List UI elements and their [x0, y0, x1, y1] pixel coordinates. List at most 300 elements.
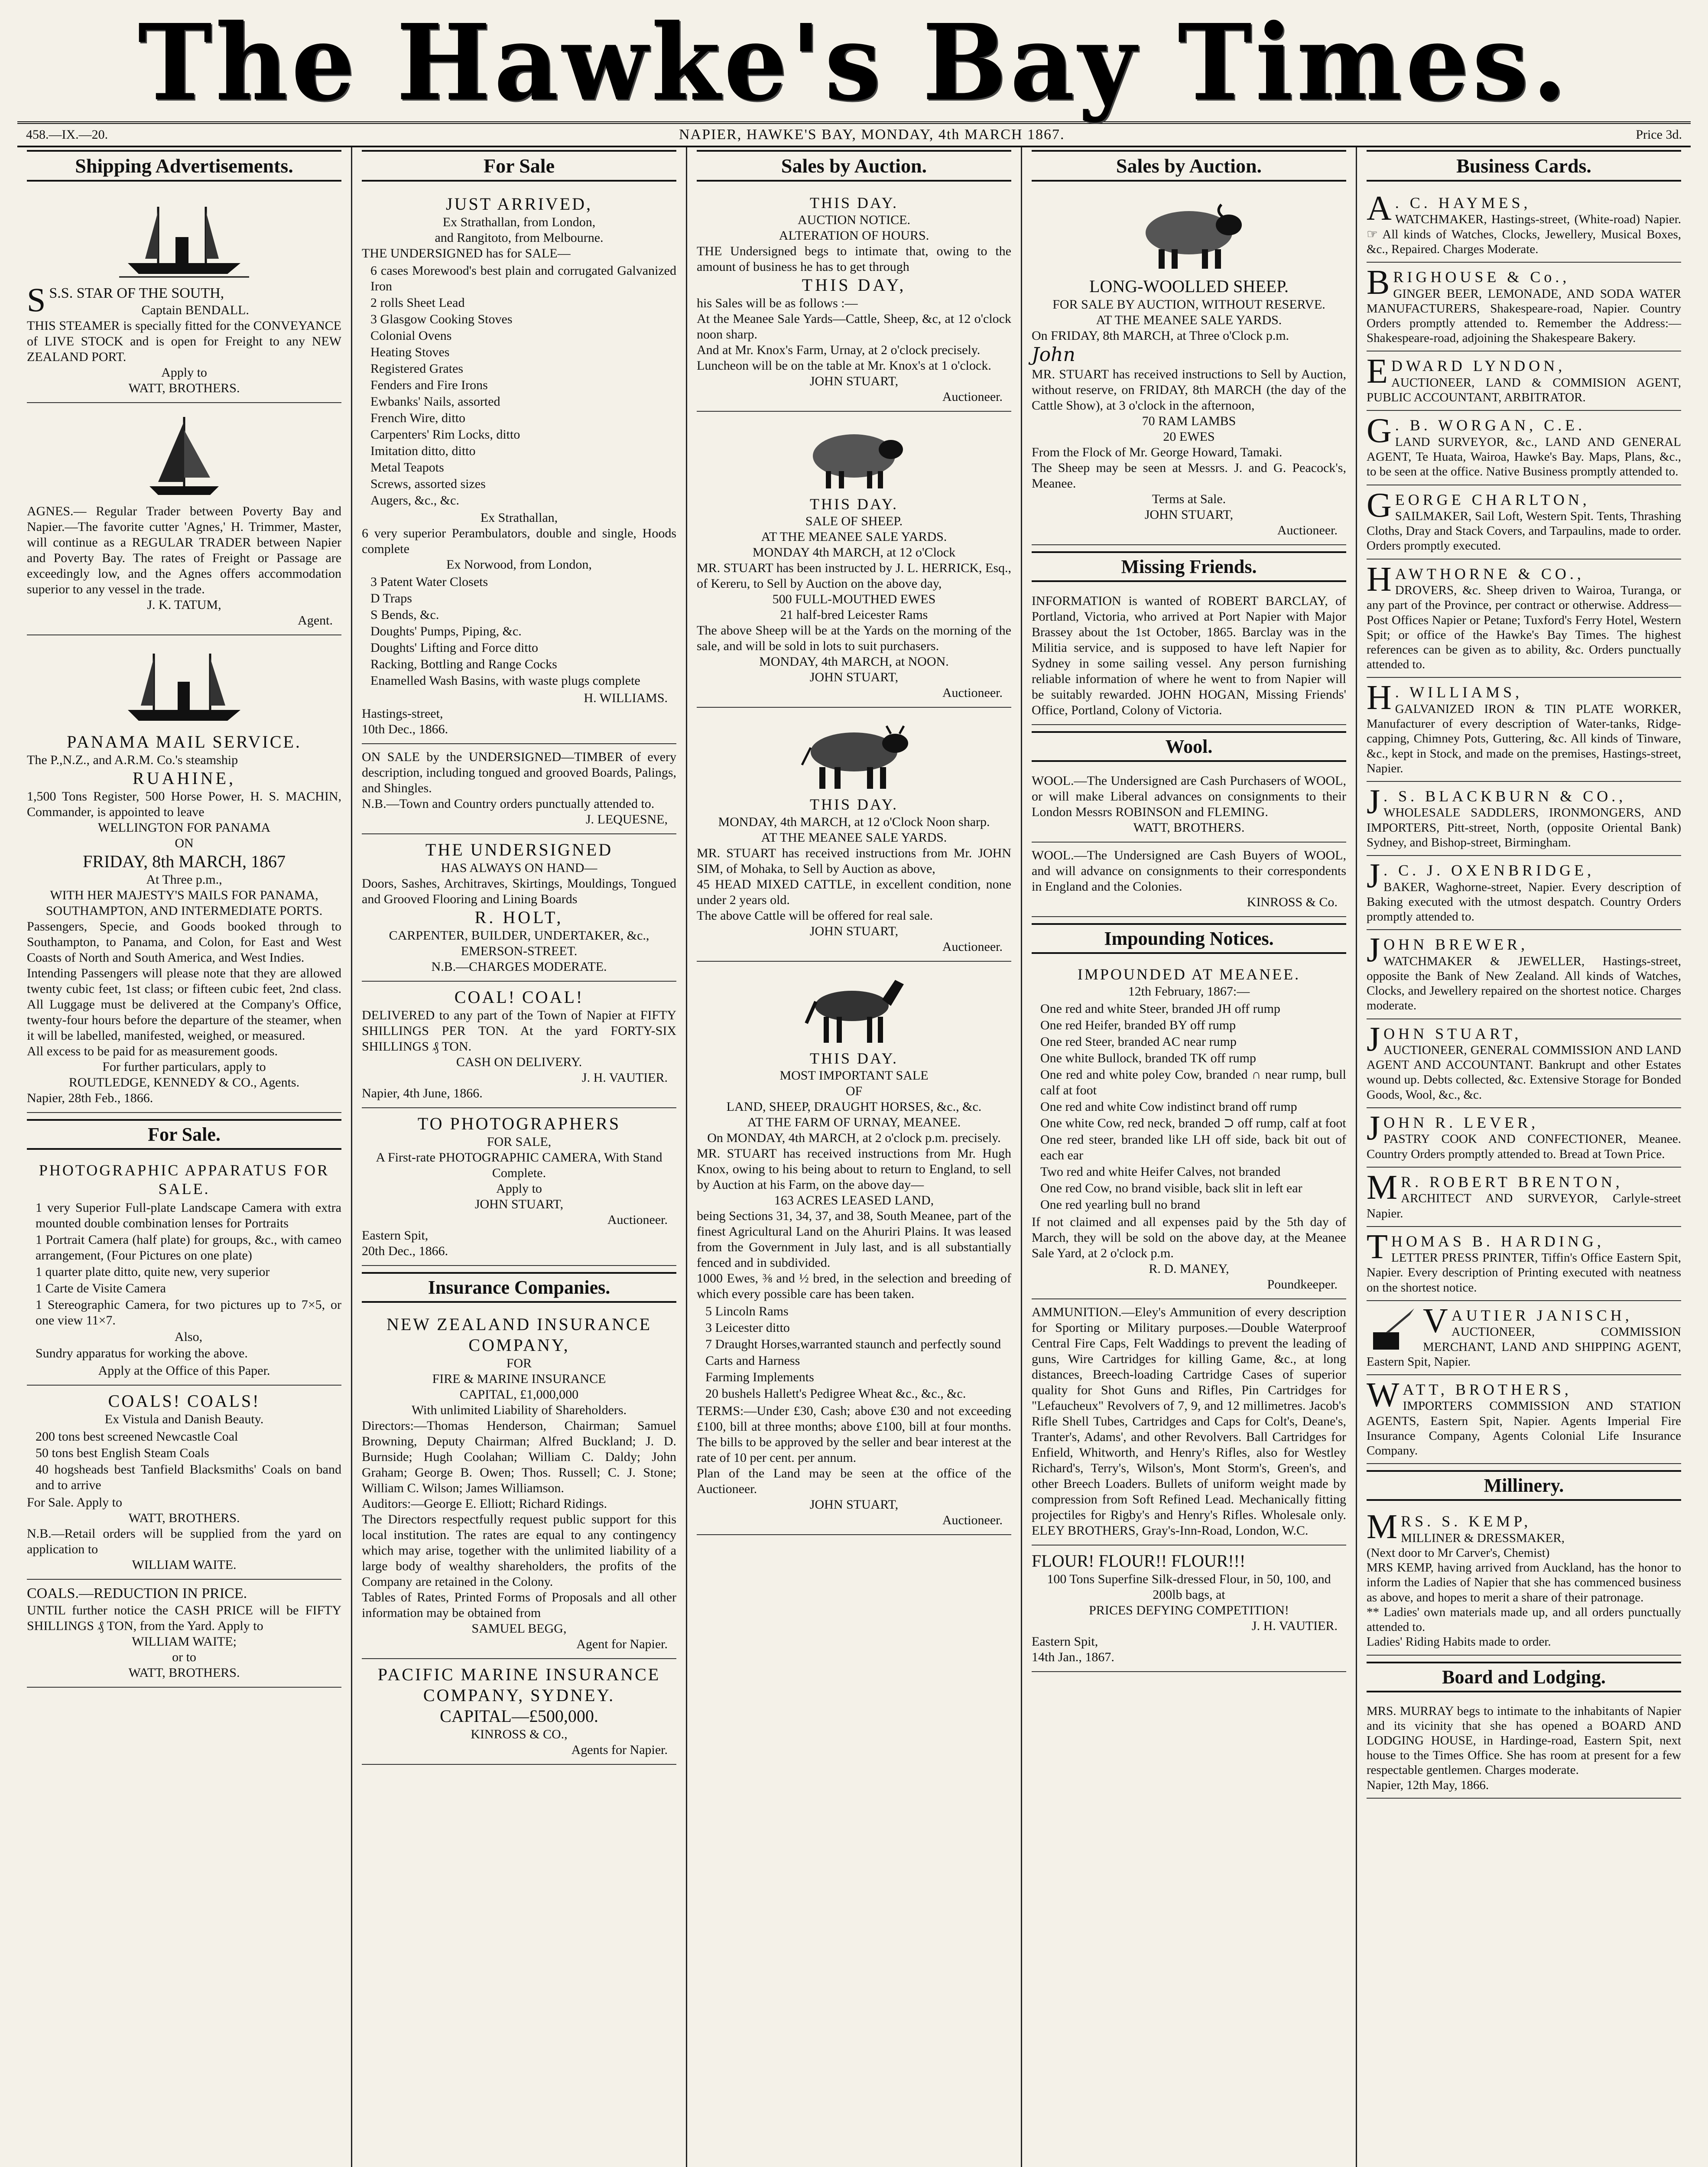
cattle-icon — [793, 717, 915, 791]
a2-item2: 21 half-bred Leicester Rams — [780, 608, 928, 622]
a3-title: THIS DAY. — [809, 796, 899, 813]
a1-p3: And at Mr. Knox's Farm, Urnay, at 2 o'clock precisely. — [697, 343, 981, 358]
business-card — [1367, 1375, 1681, 1464]
drop-cap: E — [1367, 352, 1388, 391]
a1-sig: JOHN STUART, — [809, 374, 899, 389]
list-item: Ewbanks' Nails, assorted — [370, 394, 500, 409]
panama-time: At Three p.m., — [146, 872, 222, 887]
section-header-millinery: Millinery. — [1367, 1470, 1681, 1501]
price: Price 3d. — [1636, 127, 1682, 142]
drop-cap: V — [1423, 1302, 1448, 1340]
a4-place: AT THE FARM OF URNAY, MEANEE. — [747, 1115, 961, 1129]
business-card — [1367, 930, 1681, 1019]
photographers-addr: Eastern Spit, — [362, 1228, 429, 1243]
a4-sig: JOHN STUART, — [809, 1497, 899, 1512]
ad-urnay-farm-sale — [697, 962, 1011, 1535]
section-header-missing-friends: Missing Friends. — [1032, 551, 1346, 582]
arrived-items — [362, 263, 676, 508]
panama-date: FRIDAY, 8th MARCH, 1867 — [83, 851, 286, 871]
photographers-apply: Apply to — [496, 1181, 542, 1196]
column-header: For Sale — [362, 150, 676, 182]
list-item: One red and white poley Cow, branded ∩ near rump, bull calf at foot — [1040, 1067, 1346, 1097]
holt-trade: CARPENTER, BUILDER, UNDERTAKER, &c., — [389, 928, 649, 943]
list-item: Metal Teapots — [370, 460, 444, 475]
arrived-title: JUST ARRIVED, — [446, 194, 592, 214]
arrived-sig: H. WILLIAMS. — [584, 691, 668, 705]
a4-terms: TERMS:—Under £30, Cash; above £30 and not exceeding £100, bill at three months; above £100, bill at four months. The bills to be approved by the seller and bear interest at the rate of 10 per cent. per annum. — [697, 1403, 1011, 1465]
list-item: 200 tons best screened Newcastle Coal — [36, 1429, 238, 1444]
flour-sig: J. H. VAUTIER. — [1251, 1618, 1338, 1633]
panama-p4: For further particulars, apply to — [102, 1059, 266, 1074]
list-item: One red Cow, no brand visible, back slit in left ear — [1040, 1181, 1302, 1195]
wool-place: AT THE MEANEE SALE YARDS. — [1096, 313, 1282, 327]
card-name: AWTHORNE & CO., — [1395, 565, 1585, 582]
card-name: ATT, BROTHERS, — [1403, 1380, 1572, 1398]
list-item: Imitation ditto, ditto — [370, 444, 476, 458]
mail-steamship-icon — [119, 645, 249, 727]
list-item: One red Heifer, branded BY off rump — [1040, 1018, 1236, 1032]
list-item: One white Bullock, branded TK off rump — [1040, 1051, 1256, 1065]
a1-sub2: ALTERATION OF HOURS. — [779, 228, 929, 243]
panama-title: PANAMA MAIL SERVICE. — [67, 732, 302, 752]
a4-land: 163 ACRES LEASED LAND, — [774, 1193, 934, 1207]
arrived-ex4: Ex Norwood, from London, — [446, 557, 592, 572]
business-card — [1367, 189, 1681, 263]
ad-photographic-apparatus — [27, 1156, 341, 1386]
business-card — [1367, 1108, 1681, 1168]
list-item: 1 Portrait Camera (half plate) for groups, &c., with cameo arrangement, (Four Pictures on one plate) — [36, 1233, 341, 1263]
a3-role: Auctioneer. — [942, 939, 1003, 954]
business-card — [1367, 263, 1681, 351]
photographers-agent: JOHN STUART, — [474, 1197, 564, 1211]
list-item: One red Steer, branded AC near rump — [1040, 1034, 1237, 1049]
nz-capital: CAPITAL, £1,000,000 — [459, 1387, 579, 1402]
masthead-title: The Hawke's Bay Times. — [138, 1, 1570, 124]
a4-of: OF — [845, 1084, 863, 1098]
star-apply: Apply to — [161, 365, 207, 380]
list-item: 6 cases Morewood's best plain and corrugated Galvanized Iron — [370, 264, 676, 293]
timber-sig: J. LEQUESNE, — [585, 812, 668, 826]
a4-title: THIS DAY. — [809, 1049, 899, 1067]
card-body: DROVERS, &c. Sheep driven to Wairoa, Turanga, or any part of the Province, per contract or otherwise. Address—Post Offices Napier or Petane; Tuxford's Ferry Hotel, Western Spit; or office of the Hawke's Bay Times. The highest references can be given as to ability, &c. Orders punctually attended to. — [1367, 583, 1681, 672]
card-name: . C. J. OXENBRIDGE, — [1383, 862, 1595, 879]
ad-mixed-cattle — [697, 708, 1011, 961]
a4-p1: being Sections 31, 34, 37, and 38, South Meanee, part of the finest Agricultural Land on the Ahuriri Plains. It was leased from the Government in July last, and is all substantially fenced and in subdivided. — [697, 1208, 1011, 1270]
photographers-role: Auctioneer. — [607, 1213, 668, 1227]
ad-long-woolled-sheep — [1032, 189, 1346, 545]
column-shipping — [17, 147, 352, 2167]
photo-apply: Apply at the Office of this Paper. — [98, 1363, 270, 1378]
card-name: OHN R. LEVER, — [1383, 1113, 1539, 1131]
star-body: THIS STEAMER is specially fitted for the CONVEYANCE of LIVE STOCK and is open for Freight to any NEW ZEALAND PORT. — [27, 318, 341, 364]
ammo-body: AMMUNITION.—Eley's Ammunition of every description for Sporting or Military purposes.—Double Waterproof Central Fire Caps, Felt Waddings to prevent the leading of guns, Wire Cartridges for killing Game, &c., at long distances, Breech-loading Cartridge Cases of superior quality for Shot Guns and Rifles, Pin Cartridges for "Lefaucheux" Revolvers of 7, 9, and 12 millimetres. Jacob's Rifle Shell Tubes, Cartridges and Caps for Colt's, Deane's, Tranter's, Adams', and other Revolvers. Ball Cartridges for Enfield, Whitworth, and Henry's Rifles, also for Westley Richard's, Terry's, Wilson's, Mont Storm's, Green's, and other Breech Loaders. Bullets of uniform weight made by compression from Soft Refined Lead. Mechanically fitting projectiles for Rigby's and Henry's Rifles. Wholesale only. ELEY BROTHERS, Gray's-Inn-Road, London, W.C. — [1032, 1305, 1346, 1538]
card-body: ARCHITECT AND SURVEYOR, Carlyle-street Napier. — [1367, 1191, 1681, 1220]
drop-cap: J — [1367, 1020, 1380, 1058]
card-name: HOMAS B. HARDING, — [1391, 1232, 1604, 1250]
nz-title: NEW ZEALAND INSURANCE COMPANY, — [386, 1315, 652, 1355]
ad-mrs-murray — [1367, 1698, 1681, 1799]
panama-on: ON — [175, 836, 194, 850]
coal-date: Napier, 4th June, 1866. — [362, 1086, 483, 1100]
card-name: DWARD LYNDON, — [1391, 357, 1566, 375]
column-header: Sales by Auction. — [697, 150, 1011, 182]
handwritten-annotation: John — [1032, 344, 1075, 366]
list-item: Carts and Harness — [705, 1353, 800, 1368]
photographers-sub: FOR SALE, — [487, 1135, 552, 1149]
nz-kind: FIRE & MARINE INSURANCE — [432, 1372, 606, 1386]
coals-items — [27, 1429, 341, 1493]
panama-line2: 1,500 Tons Register, 500 Horse Power, H. S. MACHIN, Commander, is appointed to leave — [27, 789, 341, 819]
list-item: 1 very Superior Full-plate Landscape Camera with extra mounted double combination lenses for Portraits — [36, 1201, 341, 1231]
card-name: RIGHOUSE & Co., — [1393, 268, 1570, 286]
card-body: AUCTIONEER, COMMISSION MERCHANT, LAND AND SHIPPING AGENT, Eastern Spit, Napier. — [1367, 1325, 1681, 1369]
holt-nb: N.B.—CHARGES MODERATE. — [431, 960, 607, 974]
card-body: GALVANIZED IRON & TIN PLATE WORKER, Manufacturer of every description of Water-tanks, Ridge-capping, Chimney Pots, Guttering, &c. All kinds of Tinware, &c., kept in Stock, and made on the premises, Hastings-street, Napier. — [1367, 702, 1681, 775]
drop-cap: W — [1367, 1376, 1400, 1414]
a2-time2: MONDAY, 4th MARCH, at NOON. — [759, 654, 949, 669]
a1-p2: At the Meanee Sale Yards—Cattle, Sheep, &c, at 12 o'clock noon sharp. — [697, 312, 1011, 342]
a1-day: THIS DAY, — [802, 275, 906, 295]
wool-p1: From the Flock of Mr. George Howard, Tamaki. — [1032, 445, 1283, 459]
column-header: Sales by Auction. — [1032, 150, 1346, 182]
list-item: 3 Patent Water Closets — [370, 575, 488, 589]
holt-addr: EMERSON-STREET. — [461, 944, 578, 958]
a3-body: MR. STUART has received instructions from Mr. JOHN SIM, of Mohaka, to Sell by Auction as above, — [697, 846, 1011, 876]
wool-item1: 70 RAM LAMBS — [1142, 413, 1236, 428]
column-business-cards — [1357, 147, 1691, 2167]
card-body: WATCHMAKER & JEWELLER, Hastings-street, opposite the Bank of New Zealand. All kinds of Watches, Clocks, and Jewellery repaired on the shortest notice. Charges moderate. — [1367, 954, 1681, 1013]
agnes-agent: J. K. TATUM, — [147, 597, 221, 612]
agnes-agent-role: Agent. — [298, 613, 333, 628]
list-item: One red yearling bull no brand — [1040, 1197, 1201, 1212]
coal-title: COAL! COAL! — [454, 987, 584, 1007]
panama-p1: Passengers, Specie, and Goods booked through to Southampton, to Panama, and Colon, for East and West Coasts of North and South America, and West Indies. — [27, 919, 341, 965]
drop-cap: A — [1367, 189, 1392, 228]
nz-directors: Directors:—Thomas Henderson, Chairman; Samuel Browning, Deputy Chairman; Alfred Buckland; J. D. Burnside; Hugh Coolahan; William C. Daldy; John Graham; George B. Owen; Thos. Russell; C. J. Stone; William C. Wilson; James Williamson. — [362, 1419, 676, 1495]
kemp-body: MRS KEMP, having arrived from Auckland, has the honor to inform the Ladies of Napier that she has commenced business as above, and hopes to merit a share of their patronage. — [1367, 1561, 1681, 1604]
drop-cap: J — [1367, 931, 1380, 970]
card-name: . C. HAYMES, — [1395, 194, 1531, 211]
wool-time: On FRIDAY, 8th MARCH, at Three o'Clock p.m. — [1032, 329, 1289, 343]
ad-flour — [1032, 1546, 1346, 1672]
coals-nb-agent: WILLIAM WAITE. — [132, 1558, 237, 1572]
holt-body: Doors, Sashes, Architraves, Skirtings, Mouldings, Tongued and Grooved Flooring and Lining Boards — [362, 876, 676, 906]
coals-title: COALS! COALS! — [108, 1391, 260, 1411]
list-item: 3 Leicester ditto — [705, 1320, 790, 1335]
a4-time: On MONDAY, 4th MARCH, at 2 o'clock p.m. precisely. — [707, 1130, 1001, 1145]
list-item: Heating Stoves — [370, 345, 450, 359]
panama-date2: Napier, 28th Feb., 1866. — [27, 1090, 153, 1105]
ad-alteration-of-hours — [697, 189, 1011, 412]
ad-photographers — [362, 1108, 676, 1266]
ad-ammunition — [1032, 1299, 1346, 1546]
ad-just-arrived — [362, 189, 676, 744]
a1-p4: Luncheon will be on the table at Mr. Knox's at 1 o'clock. — [697, 358, 991, 373]
panama-mails: WITH HER MAJESTY'S MAILS FOR PANAMA, SOUTHAMPTON, AND INTERMEDIATE PORTS. — [45, 888, 323, 918]
column-header: Shipping Advertisements. — [27, 150, 341, 182]
wool1-body: WOOL.—The Undersigned are Cash Purchasers of WOOL, or will make Liberal advances on consignments to their London Messrs ROBINSON and FLEMING. — [1032, 773, 1346, 819]
business-card — [1367, 856, 1681, 930]
photographers-title: TO PHOTOGRAPHERS — [417, 1114, 621, 1133]
steamship-icon — [119, 198, 249, 280]
ad-panama-mail — [27, 635, 341, 1113]
list-item: One red and white Cow indistinct brand off rump — [1040, 1099, 1297, 1114]
impound-role: Poundkeeper. — [1267, 1277, 1338, 1292]
drop-cap: J — [1367, 782, 1380, 821]
wool-sub: FOR SALE BY AUCTION, WITHOUT RESERVE. — [1052, 297, 1325, 312]
coal-cash: CASH ON DELIVERY. — [456, 1055, 582, 1069]
list-item: 5 Lincoln Rams — [705, 1304, 789, 1318]
coal-body: DELIVERED to any part of the Town of Napier at FIFTY SHILLINGS PER TON. At the yard FORTY-SIX SHILLINGS ₰ TON. — [362, 1008, 676, 1054]
list-item: Farming Implements — [705, 1370, 814, 1384]
drop-cap: B — [1367, 264, 1390, 302]
a1-sub: AUCTION NOTICE. — [798, 213, 910, 228]
arrived-addr: Hastings-street, — [362, 706, 443, 721]
section-header-insurance: Insurance Companies. — [362, 1272, 676, 1303]
business-card — [1367, 411, 1681, 485]
a4-items: LAND, SHEEP, DRAUGHT HORSES, &c., &c. — [726, 1099, 982, 1114]
card-body: SAILMAKER, Sail Loft, Western Spit. Tents, Thrashing Cloths, Dray and Stack Covers, and Tarpaulins, made to order. Orders promptly executed. — [1367, 509, 1681, 553]
business-card — [1367, 678, 1681, 782]
coals-agent: WATT, BROTHERS. — [128, 1511, 240, 1526]
ad-holt — [362, 834, 676, 982]
holt-sub: HAS ALWAYS ON HAND— — [441, 861, 597, 875]
coals2-agent1: WILLIAM WAITE; — [132, 1634, 237, 1649]
a4-list — [697, 1304, 1011, 1402]
list-item: One white Cow, red neck, branded ⊃ off rump, calf at foot — [1040, 1116, 1346, 1130]
coals-nb: N.B.—Retail orders will be supplied from the yard on application to — [27, 1526, 341, 1557]
a2-role: Auctioneer. — [942, 686, 1003, 700]
ad-agnes — [27, 403, 341, 635]
flour-addr: Eastern Spit, — [1032, 1634, 1098, 1649]
card-name: R. ROBERT BRENTON, — [1401, 1173, 1623, 1191]
ad-wool-kinross — [1032, 843, 1346, 917]
card-body: LAND SURVEYOR, &c., LAND AND GENERAL AGENT, Te Huata, Wairoa, Hawke's Bay. Maps, Plans, &c., to be seen at the office. Native Business promptly attended to. — [1367, 435, 1681, 479]
impound-title: IMPOUNDED AT MEANEE. — [1077, 965, 1301, 983]
card-name: EORGE CHARLTON, — [1395, 491, 1590, 508]
pacific-capital: CAPITAL—£500,000. — [440, 1706, 598, 1726]
wool-sig: JOHN STUART, — [1144, 507, 1234, 522]
list-item: Racking, Bottling and Range Cocks — [370, 657, 557, 671]
a4-p2: 1000 Ewes, ⅜ and ½ bred, in the selection and breeding of which every possible care has been taken. — [697, 1271, 1011, 1301]
nz-role: Agent for Napier. — [576, 1637, 668, 1651]
list-item: Doughts' Lifting and Force ditto — [370, 641, 539, 655]
flour-title: FLOUR! FLOUR!! FLOUR!!! — [1032, 1551, 1246, 1571]
wool-role: Auctioneer. — [1277, 523, 1338, 537]
list-item: French Wire, ditto — [370, 411, 466, 425]
a3-time: MONDAY, 4th MARCH, at 12 o'Clock Noon sharp. — [718, 814, 990, 829]
card-body: AUCTIONEER, LAND & COMMISION AGENT, PUBLIC ACCOUNTANT, ARBITRATOR. — [1367, 375, 1681, 405]
card-name: AUTIER JANISCH, — [1451, 1306, 1633, 1324]
list-item: 20 bushels Hallett's Pedigree Wheat &c., &c., &c. — [705, 1386, 966, 1401]
issue-number: 458.—IX.—20. — [26, 127, 108, 142]
nz-for: FOR — [506, 1356, 532, 1370]
section-header-for-sale: For Sale. — [27, 1119, 341, 1150]
arrived-date: 10th Dec., 1866. — [362, 722, 448, 736]
ad-timber — [362, 744, 676, 834]
masthead — [17, 1, 1691, 124]
coals2-or: or to — [172, 1650, 196, 1664]
column-auctions-1 — [687, 147, 1022, 2167]
kemp-p2: Ladies' Riding Habits made to order. — [1367, 1635, 1551, 1649]
wool2-sig: KINROSS & Co. — [1247, 895, 1338, 909]
murray-date: Napier, 12th May, 1866. — [1367, 1778, 1489, 1792]
card-name: OHN STUART, — [1383, 1025, 1522, 1042]
nz-tables: Tables of Rates, Printed Forms of Proposals and all other information may be obtained from — [362, 1590, 676, 1620]
card-body: GINGER BEER, LEMONADE, AND SODA WATER MANUFACTURERS, Shakespeare-road, Napier. Country Orders promptly attended to. Remember the Address:—Shakespeare-road, adjoining the Shakespeare Bakery. — [1367, 286, 1681, 345]
section-header-board-lodging: Board and Lodging. — [1367, 1662, 1681, 1692]
business-card — [1367, 1019, 1681, 1108]
coals2-title: COALS.—REDUCTION IN PRICE. — [27, 1585, 247, 1602]
card-body: BAKER, Waghorne-street, Napier. Every description of Baking executed with the utmost despatch. Country Orders promptly attended to. — [1367, 880, 1681, 924]
arrived-ex2: and Rangitoto, from Melbourne. — [435, 231, 604, 245]
list-item: Carpenters' Rim Locks, ditto — [370, 427, 520, 442]
dateline — [17, 121, 1691, 147]
missing-body: INFORMATION is wanted of ROBERT BARCLAY, of Portland, Victoria, who arrived at Port Napier with Major Brassey about the 1st October, 1865. Barclay was in the Militia service, and is supposed to have left Napier for Sydney in some sailing vessel. Any person furnishing reliable information of where he went to from Napier will be suitably rewarded. JOHN HOGAN, Missing Friends' Office, Portland, Colony of Victoria. — [1032, 593, 1346, 717]
impound-items — [1032, 1001, 1346, 1213]
horse-icon — [798, 971, 910, 1045]
card-name: . B. WORGAN, C.E. — [1395, 416, 1586, 434]
kemp-addr: (Next door to Mr Carver's, Chemist) — [1367, 1546, 1550, 1560]
ad-sale-of-sheep — [697, 412, 1011, 708]
list-item: One red steer, branded like LH off side, back bit out of each ear — [1040, 1132, 1346, 1162]
a1-role: Auctioneer. — [942, 390, 1003, 404]
wool1-sig: WATT, BROTHERS. — [1133, 820, 1245, 835]
ad-nz-insurance — [362, 1309, 676, 1659]
list-item: S Bends, &c. — [370, 608, 439, 622]
photo-items — [27, 1200, 341, 1361]
list-item: 7 Draught Horses,warranted staunch and perfectly sound — [705, 1337, 1001, 1351]
list-item: Screws, assorted sizes — [370, 477, 486, 491]
wool-title: LONG-WOOLLED SHEEP. — [1089, 277, 1289, 296]
card-name: OHN BREWER, — [1383, 936, 1529, 953]
a2-title: THIS DAY. — [809, 495, 899, 513]
business-card — [1367, 560, 1681, 678]
columns — [17, 147, 1691, 2167]
ad-mrs-kemp — [1367, 1507, 1681, 1655]
a4-body: MR. STUART has received instructions from Mr. Hugh Knox, owing to his being about to return to England, to sell by Auction at his Farm, on the above day— — [697, 1146, 1011, 1192]
drop-cap: G — [1367, 412, 1392, 450]
list-item: Registered Grates — [370, 361, 464, 376]
a2-body: MR. STUART has been instructed by J. L. HERRICK, Esq., of Kereru, to Sell by Auction on the above day, — [697, 561, 1011, 591]
a1-body: THE Undersigned begs to intimate that, owing to the amount of business he has to get through — [697, 244, 1011, 274]
flour-date: 14th Jan., 1867. — [1032, 1650, 1114, 1664]
card-body: AUCTIONEER, GENERAL COMMISSION AND LAND AGENT AND ACCOUNTANT. Bankrupt and other Estates wound up. Debts collected, &c. Extensive Storage for Bonded Goods, Wool, &c., &c. — [1367, 1043, 1681, 1102]
kemp-p1: ** Ladies' own materials made up, and all orders punctually attended to. — [1367, 1605, 1681, 1634]
impound-date: 12th February, 1867:— — [1128, 984, 1250, 999]
issue-date: NAPIER, HAWKE'S BAY, MONDAY, 4th MARCH 1867. — [679, 127, 1065, 143]
nz-auditors: Auditors:—George E. Elliott; Richard Ridings. — [362, 1497, 607, 1511]
star-captain: Captain BENDALL. — [141, 303, 249, 317]
nz-agent: SAMUEL BEGG, — [471, 1621, 567, 1636]
timber-body: ON SALE by the UNDERSIGNED—TIMBER of every description, including tongued and grooved Boards, Palings, and Shingles. — [362, 750, 676, 795]
a4-role: Auctioneer. — [942, 1513, 1003, 1527]
flour-prices: PRICES DEFYING COMPETITION! — [1089, 1603, 1289, 1617]
arrived-lead: THE UNDERSIGNED has for SALE— — [362, 246, 571, 260]
nz-body: The Directors respectfully request public support for this local institution. The rates are equal to any contingency which may arise, together with the unlimited liability of a large body of wealthy shareholders, the profits of the Company are retained in the Colony. — [362, 1512, 676, 1589]
coals2-body: UNTIL further notice the CASH PRICE will be FIFTY SHILLINGS ₰ TON, from the Yard. Apply to — [27, 1603, 341, 1633]
wool2-body: WOOL.—The Undersigned are Cash Buyers of WOOL, and will advance on consignments to their correspondents in England and the Colonies. — [1032, 848, 1346, 894]
list-item: Fenders and Fire Irons — [370, 378, 488, 392]
column-for-sale — [352, 147, 687, 2167]
list-item: 1 quarter plate ditto, quite new, very superior — [36, 1265, 270, 1279]
ad-wool-watt — [1032, 768, 1346, 843]
a4-plan: Plan of the Land may be seen at the office of the Auctioneer. — [697, 1466, 1011, 1496]
a2-item1: 500 FULL-MOUTHED EWES — [772, 592, 936, 607]
panama-line1: The P.,N.Z., and A.R.M. Co.'s steamship — [27, 752, 238, 767]
business-cards-list — [1367, 189, 1681, 1464]
drop-cap: J — [1367, 857, 1380, 895]
list-item: 1 Carte de Visite Camera — [36, 1281, 166, 1296]
card-name: . S. BLACKBURN & CO., — [1383, 787, 1627, 805]
business-card — [1367, 485, 1681, 560]
wool-body: MR. STUART has received instructions to Sell by Auction, without reserve, on FRIDAY, 8th MARCH (the day of the Cattle Show), at 3 o'clock in the afternoon, — [1032, 367, 1346, 413]
list-item: Colonial Ovens — [370, 329, 452, 343]
pacific-title: PACIFIC MARINE INSURANCE COMPANY, SYDNEY. — [377, 1665, 661, 1705]
murray-body: MRS. MURRAY begs to intimate to the inhabitants of Napier and its vicinity that she has opened a BOARD AND LODGING HOUSE, in Hardinge-road, Eastern Spit, next house to the Times Office. She has room at present for a few respectable gentlemen. Charges moderate. — [1367, 1704, 1681, 1777]
arrived-ex1: Ex Strathallan, from London, — [442, 215, 596, 229]
drop-cap: M — [1367, 1168, 1398, 1207]
card-body: WATCHMAKER, Hastings-street, (White-road) Napier. ☞ All kinds of Watches, Clocks, Jewellery, Musical Boxes, &c., Repaired. Charges Moderate. — [1367, 212, 1681, 256]
card-body: LETTER PRESS PRINTER, Tiffin's Office Eastern Spit, Napier. Every description of Printing executed with neatness on the shortest notice. — [1367, 1251, 1681, 1295]
arrived-p1: 6 very superior Perambulators, double and single, Hoods complete — [362, 526, 676, 556]
drop-cap: J — [1367, 1109, 1380, 1147]
drop-cap: H — [1367, 560, 1392, 599]
business-card — [1367, 351, 1681, 411]
a3-sig: JOHN STUART, — [809, 924, 899, 938]
wool-terms: Terms at Sale. — [1152, 491, 1226, 506]
photo-title: PHOTOGRAPHIC APPARATUS FOR SALE. — [39, 1161, 330, 1197]
arrived-ex3: Ex Strathallan, — [480, 511, 558, 525]
column-auctions-2 — [1022, 147, 1357, 2167]
a1-p1: his Sales will be as follows :— — [697, 296, 858, 311]
list-item: 1 Stereographic Camera, for two pictures up to 7×5, or one view 11×7. — [36, 1298, 341, 1328]
list-item: Sundry apparatus for working the above. — [36, 1346, 248, 1361]
panama-p2: Intending Passengers will please note that they are allowed twenty cubic feet, 1st class; or fifteen cubic feet, 2nd class. All Luggage must be delivered at the Company's Office, twenty-four hours before the departure of the steamer, when it will be labelled, manifested, weighed, or measured. — [27, 966, 341, 1043]
a3-item: 45 HEAD MIXED CATTLE, in excellent condition, none under 2 years old. — [697, 877, 1011, 907]
arrived-items2 — [362, 574, 676, 689]
ad-coals-reduction — [27, 1580, 341, 1688]
card-body: WHOLESALE SADDLERS, IRONMONGERS, AND IMPORTERS, Pitt-street, North, (opposite Oriental Bank) Sydney, and Bishop-street, Birmingham. — [1367, 806, 1681, 849]
panama-p3: All excess to be paid for as measurement goods. — [27, 1044, 278, 1058]
photographers-body: A First-rate PHOTOGRAPHIC CAMERA, With Stand Complete. — [376, 1150, 662, 1180]
list-item: 2 rolls Sheet Lead — [370, 296, 465, 310]
business-card — [1367, 1168, 1681, 1227]
coal-sig: J. H. VAUTIER. — [581, 1070, 668, 1085]
business-card — [1367, 1227, 1681, 1301]
a4-sub: MOST IMPORTANT SALE — [779, 1068, 929, 1083]
list-item: 40 hogsheads best Tanfield Blacksmiths' Coals on band and to arrive — [36, 1462, 341, 1493]
list-item: 3 Glasgow Cooking Stoves — [370, 312, 513, 326]
flour-body: 100 Tons Superfine Silk-dressed Flour, in 50, 100, and 200lb bags, at — [1047, 1572, 1331, 1602]
a2-sig: JOHN STUART, — [809, 670, 899, 685]
column-header: Business Cards. — [1367, 150, 1681, 182]
quill-inkwell-icon — [1367, 1306, 1419, 1354]
section-header-impounding: Impounding Notices. — [1032, 923, 1346, 954]
business-card — [1367, 1301, 1681, 1375]
wool-p2: The Sheep may be seen at Messrs. J. and G. Peacock's, Meanee. — [1032, 460, 1346, 491]
list-item: Augers, &c., &c. — [370, 493, 459, 508]
pacific-agent: KINROSS & CO., — [471, 1727, 568, 1741]
coals-apply: For Sale. Apply to — [27, 1495, 123, 1510]
ad-impounded-meanee — [1032, 960, 1346, 1299]
pacific-role: Agents for Napier. — [571, 1743, 668, 1757]
wool-item2: 20 EWES — [1163, 429, 1215, 444]
kemp-role: MILLINER & DRESSMAKER, — [1401, 1531, 1565, 1545]
card-name: . WILLIAMS, — [1395, 683, 1523, 701]
panama-agent: ROUTLEDGE, KENNEDY & CO., Agents. — [68, 1075, 300, 1090]
photographers-date: 20th Dec., 1866. — [362, 1244, 448, 1258]
